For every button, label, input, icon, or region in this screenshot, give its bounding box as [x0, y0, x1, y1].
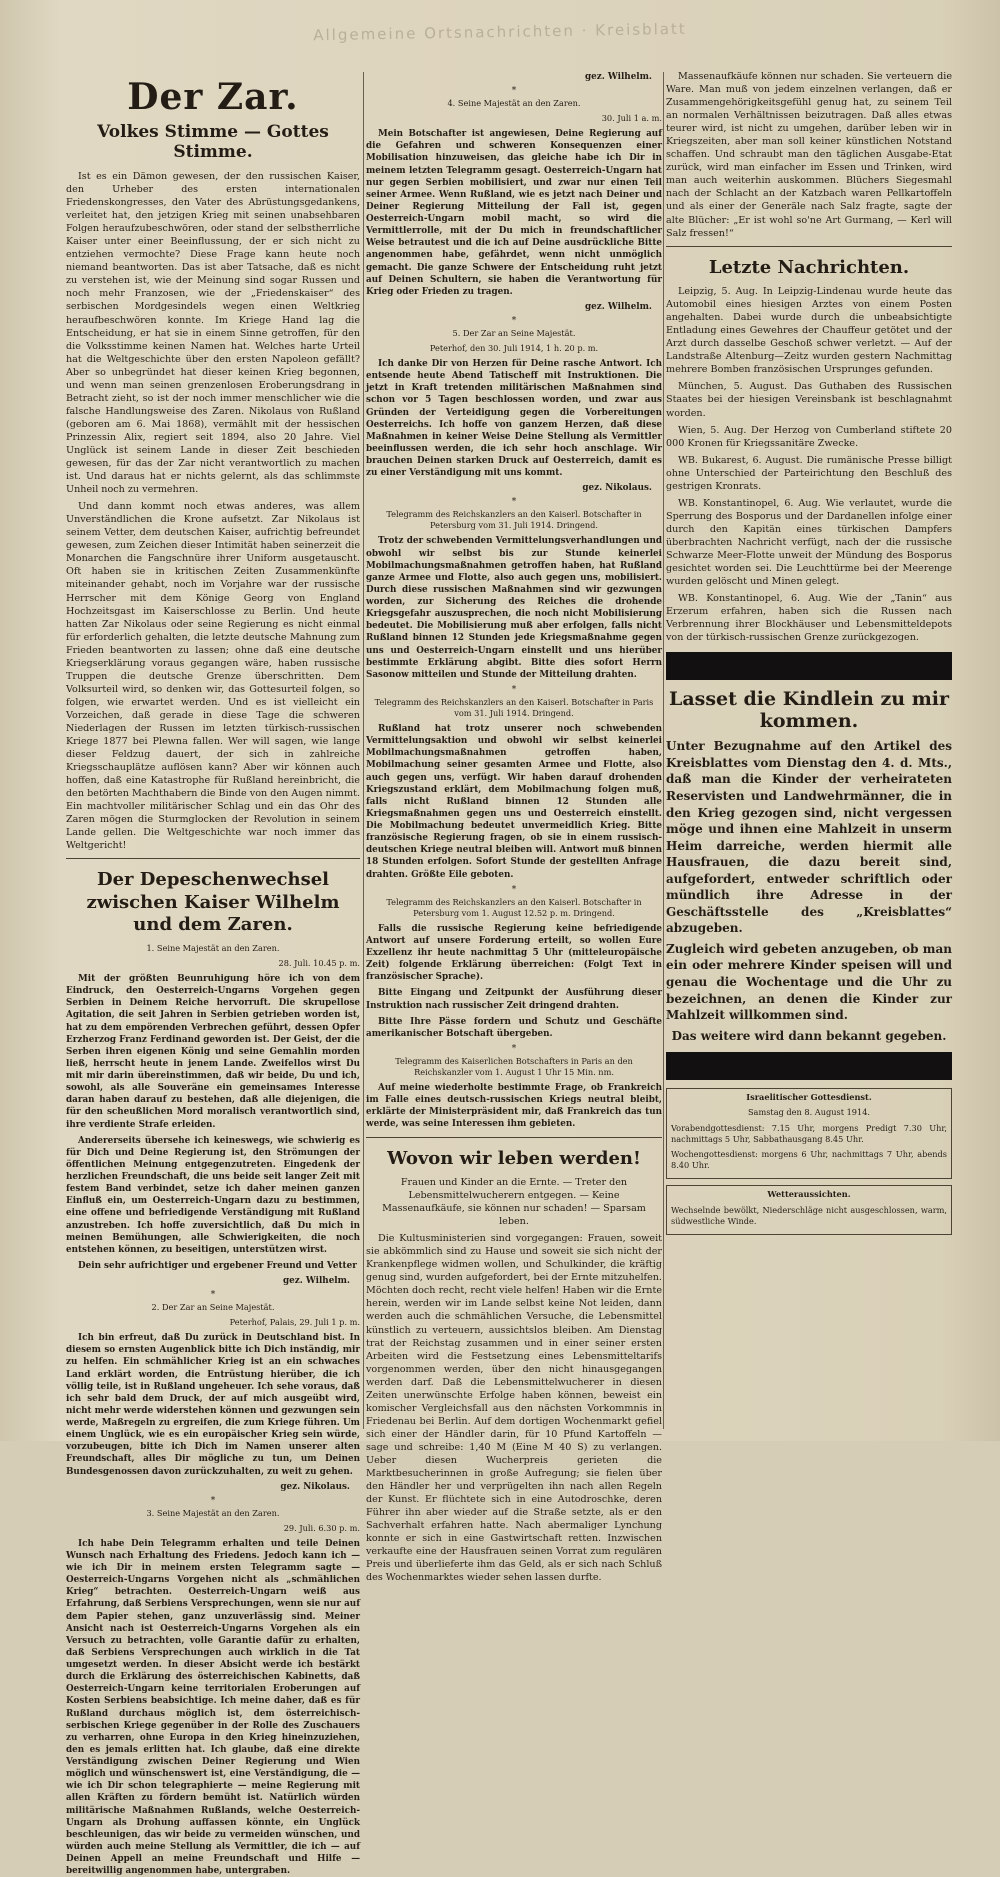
article-title: Der Depeschenwechsel zwischen Kaiser Wilhelm und dem Zaren. [86, 869, 340, 936]
box-line: Vorabendgottesdienst: 7.15 Uhr, morgens Predigt 7.30 Uhr, nachmittags 5 Uhr, Sabbathausgang 8.45 Uhr. [671, 1122, 947, 1144]
column-rule [663, 72, 664, 1429]
box-title: Israelitischer Gottesdienst. [746, 1092, 872, 1103]
paragraph: Trotz der schwebenden Vermittelungsverhandlungen und obwohl wir selbst bis zur Stunde keinerlei Mobilmachungsmaßnahmen getroffen haben, hat Rußland ganze Armee und Flotte, also auch gegen uns, mobilisiert. Durch diese russischen Maßnahmen sind wir gezwungen worden, zur Sicherung des Reiches die drohende Kriegsgefahr auszusprechen, die noch nicht Mobilisierung bedeutet. Die Mobilisierung muß aber erfolgen, falls nicht Rußland binnen 12 Stunden jede Kriegsmaßnahme gegen uns und Oesterreich-Ungarn einstellt und uns hierüber bestimmte Erklärung abgibt. Bitte dies sofort Herrn Sasonow mitteilen und Stunde der Mitteilung drahten. [366, 536, 662, 680]
box-line: Wechselnde bewölkt, Niederschläge nicht ausgeschlossen, warm, südwestliche Winde. [671, 1204, 947, 1226]
gottesdienst-box [666, 1088, 952, 1179]
news-item: WB. Konstantinopel, 6. Aug. Wie der „Tanin“ aus Erzerum erfahren, haben sich die Russen nach Verbrennung ihrer Blockhäuser und Lebensmitteldepots von der türkisch-russischen Grenze zurückgezogen. [666, 593, 952, 644]
telegram-date: 29. Juli. 6.30 p. m. [283, 1522, 360, 1533]
paragraph: Mein Botschafter ist angewiesen, Deine Regierung auf die Gefahren und schweren Konsequenzen einer Mobilisation hinzuweisen, das gleiche habe ich Dir in meinem letzten Telegramm gesagt. Oesterreich-Ungarn hat nur gegen Serbien mobilisiert, und zwar nur einen Teil seiner Armee. Wenn Rußland, wie es jetzt nach Deiner und Deiner Regierung Mitteilung der Fall ist, gegen Oesterreich-Ungarn mobil macht, so wird die Vermittlerrolle, mit der Du mich in freundschaftlicher Weise betrautest und die ich auf Deine ausdrückliche Bitte angenommen habe, gefährdet, wenn nicht unmöglich gemacht. Die ganze Schwere der Entscheidung ruht jetzt auf Deinen Schultern, sie haben die Verantwortung für Krieg oder Frieden zu tragen. [366, 129, 662, 297]
signature: gez. Wilhelm. [283, 1276, 350, 1287]
notice-title: Lasset die Kindlein zu mir kommen. [668, 688, 950, 733]
notice-text: Unter Bezugnahme auf den Artikel des Kreisblattes vom Dienstag den 4. d. Mts., daß man die Kinder der verheirateten Reservisten und Landwehrmänner, die in den Krieg gezogen sind, nicht vergessen möge und ihnen eine Mahlzeit in unserm Heim darreiche, werden hiermit alle Hausfrauen, die dazu bereit sind, aufgefordert, entweder schriftlich oder mündlich ihre Adresse in der Geschäftsstelle des „Kreisblattes“ abzugeben. [666, 739, 952, 936]
paragraph: Ist es ein Dämon gewesen, der den russischen Kaiser, den Urheber des ersten internationalen Friedenskongresses, den Vater des Abrüstungsgedankens, verleitet hat, den jetzigen Krieg mit seinen unabsehbaren Folgen heraufzubeschwören, oder stand der selbstherrliche Kaiser unter einer Beeinflussung, der er sich nicht zu entziehen vermochte? Diese Frage kann heute noch niemand beantworten. Das ist aber Tatsache, daß es nicht zu verstehen ist, wie der Meinung sind sogar Russen und noch mehr Franzosen, wie der „Friedenskaiser“ des serbischen Mordgesindels wegen einen Weltkrieg heraufbeschwören konnte. Im Kriege Hand lag die Entscheidung, er hat sie in einem Sinne getroffen, für den die Volksstimme keinen Namen hat. Welches harte Urteil hat die Weltgeschichte über den ersten Napoleon gefällt? Aber so unbegründet hat dieser keinen Krieg begonnen, und wenn man seinen grenzenlosen Eroberungsdrang in Betracht zieht, so ist der noch immer menschlicher wie die falsche Handlungsweise des Zaren. Nikolaus von Rußland (geboren am 6. Mai 1868), vermählt mit der hessischen Prinzessin Alix, regiert seit 1894, also 20 Jahre. Viel Unglück ist seinem Lande in dieser Zeit beschieden gewesen, für das der Zar nicht verantwortlich zu machen ist. Und daraus hat er nichts gelernt, als das schlimmste Unheil noch zu vermehren. [66, 171, 360, 496]
separator-star: * [210, 1290, 216, 1301]
article-title: Der Zar. [127, 76, 299, 118]
box-date: Samstag den 8. August 1914. [747, 1107, 871, 1118]
paragraph: Dein sehr aufrichtiger und ergebener Freund und Vetter [78, 1260, 357, 1271]
telegram-header: 5. Der Zar an Seine Majestät. [452, 327, 576, 338]
paragraph: Mit der größten Beunruhigung höre ich von dem Eindruck, den Oesterreich-Ungarns Vorgehen gegen Serbien in Deinem Reiche hervorruft. Die skrupellose Agitation, die seit Jahren in Serbien getrieben worden ist, hat zu dem empörenden Verbrechen geführt, dessen Opfer Erzherzog Franz Ferdinand geworden ist. Der Geist, der die Serben ihren eigenen König und seine Gemahlin morden ließ, herrscht heute in jenem Lande. Zweifellos wirst Du mit mir darin übereinstimmen, daß wir beide, Du und ich, sowohl, als alle Souveräne ein gemeinsames Interesse daran haben darauf zu bestehen, daß alle diejenigen, die für den scheußlichen Mord moralisch verantwortlich sind, ihre verdiente Strafe erleiden. [66, 974, 360, 1130]
notice-text: Das weitere wird dann bekannt gegeben. [671, 1028, 947, 1043]
telegram-header: Telegramm des Reichskanzlers an den Kaiserl. Botschafter in Petersburg vom 1. August 12.52 p. m. Dringend. [386, 896, 642, 918]
news-item: WB. Konstantinopel, 6. Aug. Wie verlautet, wurde die Sperrung des Bosporus und der Dardanellen infolge einer durch den Kapitän eines türkischen Dampfers überbrachten Nachricht verfügt, nach der die russische Schwarze Meer-Flotte unweit der Mündung des Bosporus gesichtet worden sei. Die Leuchttürme bei der Meerenge wurden gelöscht und Minen gelegt. [666, 497, 952, 588]
separator-star: * [511, 1043, 517, 1054]
telegram-date: 30. Juli 1 a. m. [601, 113, 662, 124]
telegram-header: Telegramm des Reichskanzlers an den Kaiserl. Botschafter in Paris vom 31. Juli 1914. Dringend. [374, 696, 654, 718]
section-letzte-nachrichten [666, 257, 952, 645]
notice-kindlein [666, 688, 952, 1044]
paragraph: Bitte Eingang und Zeitpunkt der Ausführung dieser Instruktion nach russischer Zeit dringend drahten. [366, 988, 662, 1011]
telegram-date: 28. Juli. 10.45 p. m. [278, 958, 360, 968]
signature: gez. Nikolaus. [582, 483, 652, 494]
box-title: Wetteraussichten. [767, 1189, 851, 1200]
signature: gez. Wilhelm. [585, 301, 652, 312]
separator-star: * [511, 315, 517, 326]
paragraph: Rußland hat trotz unserer noch schwebenden Vermittelungsaktion und obwohl wir selbst keinerlei Mobilmachungsmaßnahmen getroffen haben, Mobilmachung seiner gesamten Armee und Flotte, also auch gegen uns, verfügt. Wir haben darauf drohenden Kriegszustand erklärt, dem Mobilmachung folgen muß, falls nicht Rußland binnen 12 Stunden alle Kriegsmaßnahmen gegen uns und Oesterreich einstellt. Die Mobilmachung bedeutet unvermeidlich Krieg. Bitte französische Regierung fragen, ob sie in einem russisch-deutschen Kriege neutral bleiben will. Antwort muß binnen 18 Stunden erfolgen. Sofort Stunde der gestellten Anfrage drahten. Größte Eile geboten. [366, 724, 662, 880]
separator-star: * [511, 684, 517, 695]
paragraph: Frauen und Kinder an die Ernte. — Treter den Lebensmittelwucherern entgegen. — Keine Massenaufkäufe, sie können nur schaden! — Sparsam leben. [382, 1177, 646, 1228]
column-rule [363, 72, 364, 1429]
signature: gez. Nikolaus. [280, 1481, 350, 1492]
telegram-header: 4. Seine Majestät an den Zaren. [447, 98, 581, 108]
black-rule [666, 1052, 952, 1080]
news-item: München, 5. August. Das Guthaben des Russischen Staates bei der hiesigen Vereinsbank ist beschlagnahmt worden. [666, 381, 952, 419]
article-title: Wovon wir leben werden! [387, 1147, 641, 1169]
paragraph: Ich danke Dir von Herzen für Deine rasche Antwort. Ich entsende heute Abend Tatischeff mit Instruktionen. Die jetzt in Kraft tretenden militärischen Maßnahmen sind schon vor 5 Tagen beschlossen worden, und zwar aus Gründen der Verteidigung gegen die Vorbereitungen Oesterreichs. Ich hoffe von ganzem Herzen, daß diese Maßnahmen in keiner Weise Deine Stellung als Vermittler beeinflussen werden, die ich sehr hoch anschlage. Wir brauchen Deinen starken Druck auf Oesterreich, damit es zu einer Verständigung mit uns kommt. [366, 359, 662, 479]
article-zar [66, 76, 360, 852]
telegram-header: 3. Seine Majestät an den Zaren. [146, 1507, 280, 1518]
separator-star: * [511, 86, 517, 96]
paragraph: Massenaufkäufe können nur schaden. Sie verteuern die Ware. Man muß von jedem einzelnen verlangen, daß er Zusammengehörigkeitsgefühl genug hat, zu seinem Teil an normalen Verhältnissen beizutragen. Daß alles etwas teurer wird, ist nicht zu umgehen, darüber leben wir in Kriegszeiten, aber man soll keiner künstlichen Notstand schaffen. Und schraubt man den täglichen Ausgabe-Etat zurück, wird man einfacher im Essen und Trinken, wird man auch weiterhin auskommen. Blüchers Siegesmahl nach der Schlacht an der Katzbach waren Pellkartoffeln und als einer der Generäle nach Salz fragte, sagte der alte Blücher: „Er ist wohl so'ne Art Gurmang, — Kerl will Salz fressen!“ [666, 71, 952, 239]
masthead-faded: Allgemeine Ortsnachrichten · Kreisblatt [313, 19, 687, 45]
black-rule [666, 652, 952, 680]
telegram-date: Peterhof, den 30. Juli 1914, 1 h. 20 p. m. [429, 342, 599, 353]
paragraph: Auf meine wiederholte bestimmte Frage, ob Frankreich im Falle eines deutsch-russischen Kriegs neutral bleibt, erklärte der Ministerpräsident mir, daß Frankreich das tun werde, was seine Interessen ihm gebieten. [366, 1083, 662, 1130]
telegram-header: 2. Der Zar an Seine Majestät. [151, 1302, 275, 1313]
news-item: Wien, 5. Aug. Der Herzog von Cumberland stiftete 20 000 Kronen für Kriegssanitäre Zwecke. [666, 424, 952, 449]
article-depeschen [66, 869, 360, 1877]
paragraph: Und dann kommt noch etwas anderes, was allem Unverständlichen die Krone aufsetzt. Zar Nikolaus ist seinem Vetter, dem deutschen Kaiser, aufrichtig befreundet gewesen, zum Zeichen dieser Intimität haben seinerzeit die Monarchen die Fangschnüre ihrer Uniform ausgetauscht. Oft haben sie in kritischen Zeiten Zusammenkünfte miteinander gehabt, noch im Vorjahre war der russische Herrscher mit dem Könige Georg von England Hochzeitsgast im Kaiserschlosse zu Berlin. Und heute hatten Zar Nikolaus oder seine Regierung es nicht einmal für erforderlich gehalten, die letzte deutsche Mahnung zum Frieden beantworten zu lassen; ohne daß eine deutsche Kriegserklärung voraus gegangen wäre, haben russische Truppen die deutsche Grenze überschritten. Dem Volksurteil wird, so denken wir, das Gottesurteil folgen, so folgen, wie erwartet werden. Und es ist vielleicht ein Vorzeichen, daß gerade in diese Tage die schweren Niederlagen der Russen im letzten türkisch-russischen Kriege 1877 bei Plewna fallen. Wer will sagen, wie lange dieser Feldzug dauert, der sich in zahlreiche Kriegsschauplätze auflösen kann? Aber wir können auch hoffen, daß eine Katastrophe für Rußland hereinbricht, die den betörten Machthabern die Binde von den Augen nimmt. Ein machtvoller militärischer Schlag und ein das Ohr des Zaren mögen die Sturmglocken der Revolution in seinem Lande gellen. Die Weltgeschichte war noch immer das Weltgericht! [66, 501, 360, 852]
column-3 [666, 70, 952, 1431]
notice-text: Zugleich wird gebeten anzugeben, ob man ein oder mehrere Kinder speisen will und genau die Wochentage und die Uhr zu bezeichnen, an denen die Kinder zur Mahlzeit willkommen sind. [666, 941, 952, 1023]
divider [66, 858, 360, 859]
signature: gez. Wilhelm. [585, 72, 652, 82]
column-2 [366, 70, 662, 1584]
telegram-header: Telegramm des Reichskanzlers an den Kaiserl. Botschafter in Petersburg vom 31. Juli 1914. Dringend. [386, 509, 642, 531]
paragraph: Andererseits übersehe ich keineswegs, wie schwierig es für Dich und Deine Regierung ist, den Strömungen der öffentlichen Meinung entgegenzutreten. Eingedenk der herzlichen Freundschaft, die uns beide seit langer Zeit mit festem Band verbindet, setze ich daher meinen ganzen Einfluß ein, um Oesterreich-Ungarn dazu zu bestimmen, eine offene und befriedigende Verständigung mit Rußland anzustreben. Ich hoffe zuversichtlich, daß Du mich in meinen Bemühungen, alle Schwierigkeiten, die noch entstehen können, zu beseitigen, unterstützen wirst. [66, 1135, 360, 1255]
paragraph: Ich bin erfreut, daß Du zurück in Deutschland bist. In diesem so ernsten Augenblick bitte ich Dich inständig, mir zu helfen. Ein schmählicher Krieg ist an ein schwaches Land erklärt worden, die Entrüstung hierüber, die ich völlig teile, ist in Rußland ungeheuer. Ich sehe voraus, daß ich sehr bald dem Druck, der auf mich ausgeübt wird, nicht mehr werde widerstehen können und gezwungen sein werde, Maßregeln zu ergreifen, die zum Kriege führen. Um einem Unglück, wie es ein europäischer Krieg sein würde, vorzubeugen, bitte ich Dich im Namen unserer alten Freundschaft, alles Dir mögliche zu tun, um Deinen Bundesgenossen davon zurückzuhalten, zu weit zu gehen. [66, 1333, 361, 1477]
divider [366, 1137, 662, 1138]
divider [666, 246, 952, 247]
telegram-header: Telegramm des Kaiserlichen Botschafters in Paris an den Reichskanzler vom 1. August 1 Uhr 15 Min. nm. [395, 1055, 633, 1077]
box-line: Wochengottesdienst: morgens 6 Uhr, nachmittags 7 Uhr, abends 8.40 Uhr. [671, 1148, 947, 1171]
paragraph: Bitte Ihre Pässe fordern und Schutz und Geschäfte amerikanischer Botschaft übergeben. [366, 1016, 662, 1039]
news-item: WB. Bukarest, 6. August. Die rumänische Presse billigt ohne Unterschied der Parteirichtung den Beschluß des gestrigen Kronrats. [666, 454, 952, 492]
news-item: Leipzig, 5. Aug. In Leipzig-Lindenau wurde heute das Automobil eines hiesigen Arztes von einem Posten angehalten. Dabei wurde durch die unbeabsichtigte Entladung eines Gewehres der Chauffeur getötet und der Arzt durch dasselbe Geschoß schwer verletzt. — Auf der Landstraße Altenburg—Zeitz wurden gestern Nachmittag mehrere Bomben französischen Ursprunges gefunden. [666, 286, 952, 376]
separator-star: * [511, 884, 517, 895]
paragraph: Falls die russische Regierung keine befriedigende Antwort auf unsere Forderung erteilt, so wollen Eure Exzellenz ihr heute nachmittag 5 Uhr (mitteleuropäische Zeit) folgende Erklärung überreichen: (Folgt Text in französischer Sprache). [366, 923, 662, 983]
telegram-header: 1. Seine Majestät an den Zaren. [146, 942, 280, 953]
section-title: Letzte Nachrichten. [708, 256, 910, 278]
column-1 [66, 70, 361, 1877]
wetter-box [666, 1185, 952, 1235]
article-subtitle: Volkes Stimme — Gottes Stimme. [97, 122, 329, 162]
paragraph: Ich habe Dein Telegramm erhalten und teile Deinen Wunsch nach Erhaltung des Friedens. Jedoch kann ich — wie ich Dir in meinem ersten Telegramm sagte — Oesterreich-Ungarns Vorgehen nicht als „schmählichen Krieg“ betrachten. Oesterreich-Ungarn weiß aus Erfahrung, daß Serbiens Versprechungen, wenn sie nur auf dem Papier stehen, ganz unzuverlässig sind. Meiner Ansicht nach ist Oesterreich-Ungarns Vorgehen als ein Versuch zu betrachten, volle Garantie dafür zu erhalten, daß Serbiens Versprechungen auch wirklich in die Tat umgesetzt werden. In dieser Absicht werde ich bestärkt durch die Erklärung des österreichischen Kabinetts, daß Oesterreich-Ungarn keine territorialen Eroberungen auf Kosten Serbiens beabsichtige. Ich meine daher, daß es für Rußland durchaus möglich ist, dem österreichisch-serbischen Kriege gegenüber in der Rolle des Zuschauers zu verharren, ohne Europa in den Krieg hineinzuziehen, den es jemals erlitten hat. Ich glaube, daß eine direkte Verständigung zwischen Deiner Regierung und Wien möglich und wünschenswert ist, eine Verständigung, die — wie ich Dir schon telegraphierte — meine Regierung mit allen Kräften zu fördern bemüht ist. Natürlich würden militärische Maßnahmen Rußlands, welche Oesterreich-Ungarn als Drohung auffassen könnte, ein Unglück beschleunigen, das wir beide zu vermeiden wünschen, und würden auch meine Stellung als Vermittler, die ich — auf Deinen Appell an meine Freundschaft und Hilfe — bereitwillig angenommen habe, untergraben. [66, 1538, 360, 1877]
paragraph: Die Kultusministerien sind vorgegangen: Frauen, soweit sie abkömmlich sind zu Hause und soweit sie sich nicht der Krankenpflege widmen wollen, und Schulkinder, die kräftig genug sind, wurden aufgefordert, bei der Ernte mitzuhelfen. Möchten doch recht, recht viele helfen! Haben wir die Ernte herein, werden wir im Lande selbst keine Not leiden, dann werden auch die schmählichen Versuche, die Lebensmittel künstlich zu verteuern, aussichtslos bleiben. Am Dienstag trat der Reichstag zusammen und in einer seiner ersten Arbeiten wird die Festsetzung eines Lebensmitteltarifs vorgenommen werden, über den nicht hinausgegangen werden darf. Daß die Lebensmittelwucherer in diesen Zeiten unerwünschte Erfolge haben können, beweist ein komischer Vergleichsfall aus den nächsten Vorkommnis in Friedenau bei Berlin. Auf dem dortigen Wochenmarkt gefiel sich einer der Händler darin, für 10 Pfund Kartoffeln — sage und schreibe: 1,40 M (Eine M 40 S) zu verlangen. Ueber diesen Wucherpreis gerieten die Marktbesucherinnen in große Aufregung; sie fielen über den Händler her und verprügelten ihn nach allen Regeln der Kunst. Er flüchtete sich in eine Autodroschke, deren Führer ihn aber wieder auf die Straße setzte, als er den Sachverhalt erfahren hatte. Nach abermaliger Lynchung konnte er sich in eine Gastwirtschaft retten. Inzwischen verkaufte eine der Hausfrauen seinen Vorrat zum regulären Preis und überlieferte ihm das Geld, als er sich nach Schluß des Wochenmarktes wieder sehen lassen durfte. [366, 1233, 662, 1584]
separator-star: * [210, 1495, 216, 1506]
telegram-date: Peterhof, Palais, 29. Juli 1 p. m. [229, 1317, 360, 1328]
separator-star: * [511, 497, 517, 508]
